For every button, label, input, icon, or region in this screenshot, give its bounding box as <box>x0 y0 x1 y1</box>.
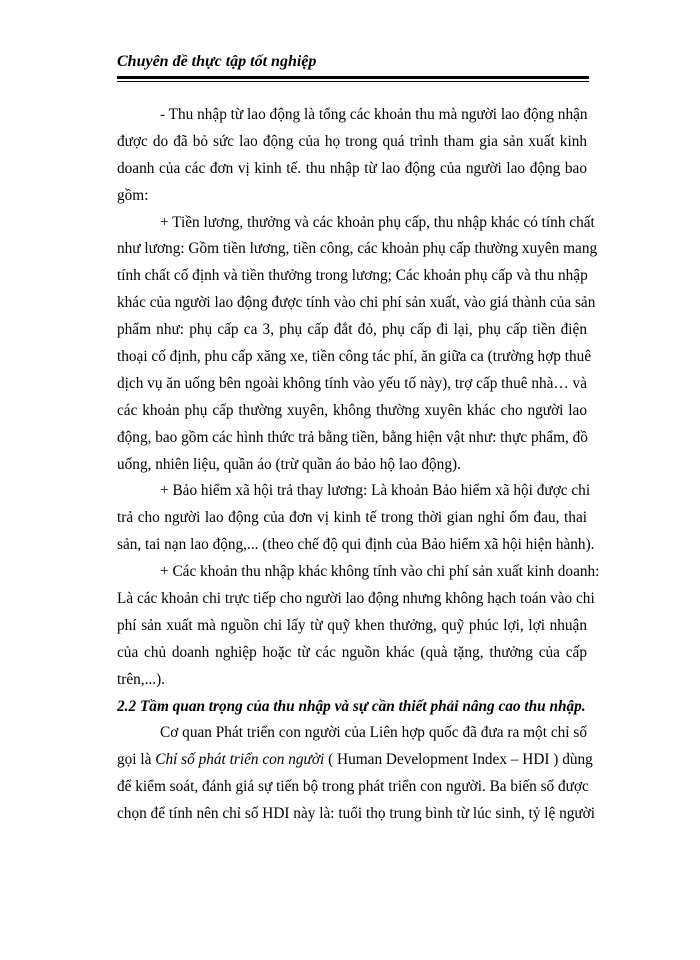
paragraph-line: + Các khoản thu nhập khác không tính vào chi phí sản xuất kinh doanh: <box>160 563 600 581</box>
text-run: ( Human Development Index – HDI ) dùng <box>324 751 593 769</box>
body-text <box>117 102 600 828</box>
section-heading: 2.2 Tầm quan trọng của thu nhập và sự cần thiết phải nâng cao thu nhập. <box>117 697 586 715</box>
paragraph-line: Là các khoản chi trực tiếp cho người lao động nhưng không hạch toán vào chi <box>117 590 595 608</box>
paragraph-line: trả cho người lao động của đơn vị kinh tế trong thời gian nghỉ ốm đau, thai <box>117 509 587 527</box>
paragraph-line: dịch vụ ăn uống bên ngoài không tính vào yếu tố này), trợ cấp thuê nhà… và <box>117 374 587 392</box>
paragraph-line: thoại cố định, phu cấp xăng xe, tiền công tác phí, ăn giữa ca (trường hợp thuê <box>117 348 592 366</box>
emphasis-term: Chỉ số phát triển con người <box>155 751 325 769</box>
page-header <box>117 52 587 72</box>
paragraph-line: các khoản phụ cấp thường xuyên, không thường xuyên khác cho người lao <box>117 401 587 419</box>
paragraph-line: + Tiền lương, thưởng và các khoản phụ cấp, thu nhập khác có tính chất <box>160 213 595 231</box>
paragraph-line: để kiểm soát, đánh giá sự tiến bộ trong phát triển con người. Ba biến số được <box>117 778 589 796</box>
paragraph-line: trên,...). <box>117 670 165 688</box>
paragraph-line: + Bảo hiểm xã hội trả thay lương: Là khoản Bảo hiểm xã hội được chi <box>160 482 591 500</box>
paragraph-line: - Thu nhập từ lao động là tổng các khoản thu mà người lao động nhận <box>160 106 588 123</box>
paragraph-line: tính chất cố định và tiền thưởng trong lương; Các khoản phụ cấp và thu nhập <box>117 267 588 285</box>
paragraph-line: Cơ quan Phát triển con người của Liên hợp quốc đã đưa ra một chỉ số <box>160 724 587 742</box>
paragraph-line: doanh của các đơn vị kinh tế. thu nhập từ lao động của người lao động bao <box>117 159 587 177</box>
paragraph-line: được do đã bỏ sức lao động của họ trong quá trình tham gia sản xuất kinh <box>117 132 587 150</box>
paragraph-line: của chủ doanh nghiệp hoặc từ các nguồn khác (quà tặng, thưởng của cấp <box>117 643 587 661</box>
header-title: Chuyên đề thực tập tốt nghiệp <box>117 53 317 70</box>
paragraph-line: chọn để tính nên chỉ số HDI này là: tuổi thọ trung bình từ lúc sinh, tỷ lệ người <box>117 805 595 823</box>
paragraph-line: gồm: <box>117 186 149 204</box>
text-run: gọi là <box>117 751 156 769</box>
header-rule-thin <box>117 81 589 82</box>
header-rule <box>117 76 589 79</box>
paragraph-line: phí sản xuất mà nguồn chi lấy từ quỹ khen thưởng, quỹ phúc lợi, lợi nhuận <box>117 616 587 634</box>
paragraph-line: động, bao gồm các hình thức trả bằng tiền, bằng hiện vật như: thực phẩm, đồ <box>117 428 588 446</box>
paragraph-line <box>117 747 593 774</box>
paragraph-line: phẩm như: phụ cấp ca 3, phụ cấp đắt đỏ, phụ cấp đi lại, phụ cấp tiền điện <box>117 321 587 339</box>
paragraph-line: như lương: Gồm tiền lương, tiền công, các khoản phụ cấp thường xuyên mang <box>117 240 598 258</box>
paragraph-line: sản, tai nạn lao động,... (theo chế độ qui định của Bảo hiểm xã hội hiện hành). <box>117 536 595 554</box>
paragraph-line: uống, nhiên liệu, quần áo (trừ quần áo bảo hộ lao động). <box>117 455 461 473</box>
paragraph-line: khác của người lao động được tính vào chi phí sản xuất, vào giá thành của sản <box>117 294 596 312</box>
